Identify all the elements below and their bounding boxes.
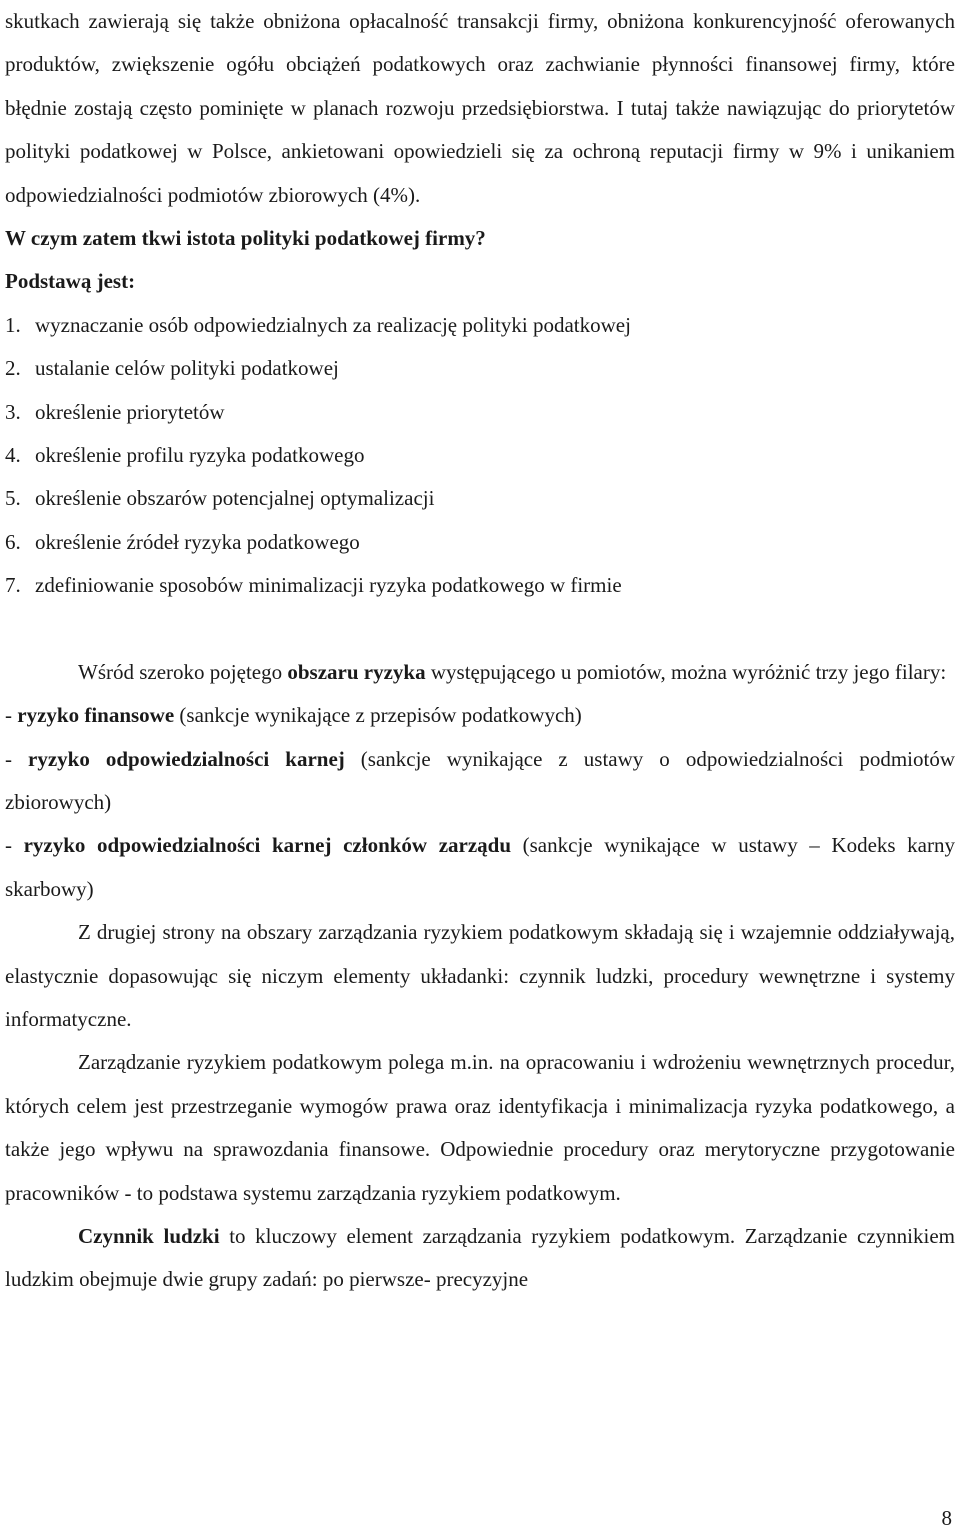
list-item-number: 7. [5,573,21,598]
pillar-description: (sankcje wynikające w ustawy – Kodeks karny skarbowy) [5,833,955,901]
risk-area-term: obszaru ryzyka [287,659,426,684]
pillar-description: (sankcje wynikające z przepisów podatkowych) [174,703,582,728]
human-factor-text: to kluczowy element zarządzania ryzykiem podatkowym. Zarządzanie czynnikiem ludzkim obejmuje dwie grupy zadań: po pierwsze- precyzyjne [5,1223,955,1292]
pillar-financial [5,694,955,737]
list-item-text: ustalanie celów polityki podatkowej [35,356,339,381]
pillar-term: ryzyko odpowiedzialności karnej [28,746,345,771]
list-item [5,477,955,520]
risk-intro-text-end: występującego u pomiotów, można wyróżnić trzy jego filary: [425,659,947,684]
human-factor-term: Czynnik ludzki [78,1223,220,1248]
pillar-term: ryzyko finansowe [17,703,175,728]
policy-steps-list [5,304,955,608]
intro-paragraph: skutkach zawierają się także obniżona opłacalność transakcji firmy, obniżona konkurencyjność oferowanych produktów, zwiększenie ogółu obciążeń podatkowych oraz zachwianie płynności finansowej firmy, które błędnie zostają często pominięte w planach rozwoju przedsiębiorstwa. I tutaj także nawiązując do priorytetów polityki podatkowej w Polsce, ankietowani opowiedzieli się za ochroną reputacji firmy w 9% i unikaniem odpowiedzialności podmiotów zbiorowych (4%). [5,9,955,207]
section-question: W czym zatem tkwi istota polityki podatkowej firmy? [5,226,486,251]
list-item-number: 4. [5,443,21,468]
page-number: 8 [941,1506,952,1530]
pillar-board [5,824,955,911]
risk-intro-text: Wśród szeroko pojętego [78,659,288,684]
procedures-paragraph: Zarządzanie ryzykiem podatkowym polega m.in. na opracowaniu i wdrożeniu wewnętrznych procedur, których celem jest przestrzeganie wymogów prawa oraz identyfikacja i minimalizacja ryzyka podatkowego, a także jego wpływu na sprawozdania finansowe. Odpowiednie procedury oraz merytoryczne przygotowanie pracowników - to podstawa systemu zarządzania ryzykiem podatkowym. [5,1050,955,1205]
management-paragraph: Z drugiej strony na obszary zarządzania ryzykiem podatkowym składają się i wzajemnie oddziaływają, elastycznie dopasowując się niczym elementy układanki: czynnik ludzki, procedury wewnętrzne i systemy informatyczne. [5,920,955,1031]
pillar-dash: - [5,833,24,858]
list-item-text: zdefiniowanie sposobów minimalizacji ryzyka podatkowego w firmie [35,573,622,598]
pillar-dash: - [5,746,29,771]
list-item-text: określenie priorytetów [35,399,225,424]
pillar-term: ryzyko odpowiedzialności karnej członków zarządu [23,833,512,858]
risk-intro-paragraph [5,651,955,694]
list-item [5,434,955,477]
list-item [5,347,955,390]
list-item-text: określenie profilu ryzyka podatkowego [35,443,365,468]
list-item [5,391,955,434]
list-item-number: 1. [5,312,21,337]
pillar-description: (sankcje wynikające z ustawy o odpowiedzialności podmiotów zbiorowych) [5,746,955,814]
pillar-criminal [5,738,955,825]
list-item [5,564,955,607]
list-item [5,521,955,564]
list-item-number: 3. [5,399,21,424]
list-item-number: 2. [5,356,21,381]
human-factor-paragraph [5,1215,955,1302]
list-item-text: określenie źródeł ryzyka podatkowego [35,529,360,554]
list-item-number: 6. [5,529,21,554]
list-item [5,304,955,347]
basis-label: Podstawą jest: [5,269,136,294]
list-item-number: 5. [5,486,21,511]
pillar-dash: - [5,703,18,728]
list-item-text: określenie obszarów potencjalnej optymalizacji [35,486,435,511]
list-item-text: wyznaczanie osób odpowiedzialnych za realizację polityki podatkowej [35,312,631,337]
